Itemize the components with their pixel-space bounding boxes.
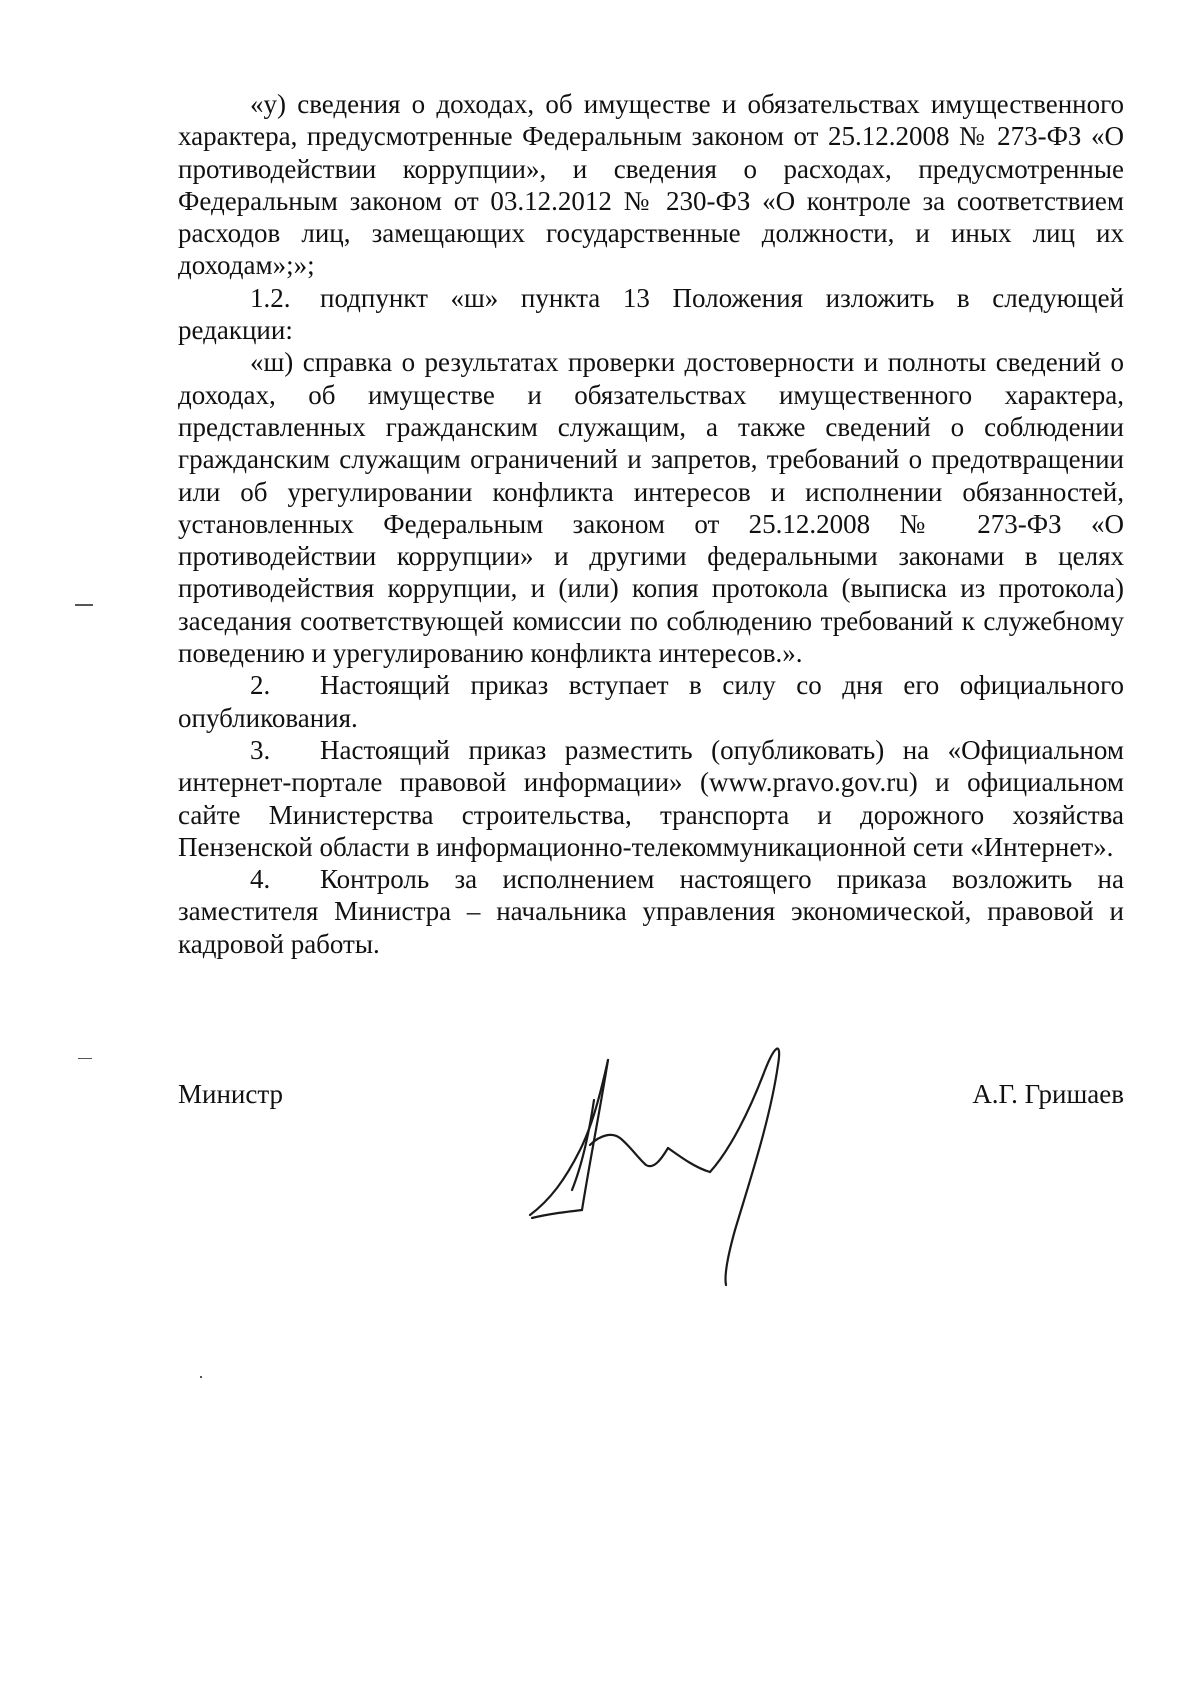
- paragraph-text: Настоящий приказ разместить (опубликовать) на «Официальном интернет-портале правовой информации» (www.pravo.gov.ru) и официальном сайте Министерства строительства, транспорта и дорожного хозяйства Пензенской области в информационно-телекоммуникационной сети «Интернет».: [178, 734, 1124, 862]
- paragraph-subitem-u: [178, 88, 1124, 282]
- paragraph-1-2: [178, 282, 1124, 347]
- handwritten-signature: [520, 1040, 820, 1290]
- scan-mark: [200, 1376, 202, 1378]
- signatory-name: А.Г. Гришаев: [972, 1079, 1124, 1109]
- paragraph-3: [178, 734, 1124, 863]
- paragraph-number: 1.2.: [250, 282, 291, 313]
- paragraph-subitem-sh: [178, 346, 1124, 669]
- signatory-title: Министр: [178, 1079, 283, 1109]
- paragraph-2: [178, 669, 1124, 734]
- paragraph-number: 2.: [250, 670, 271, 701]
- scan-mark: [78, 1058, 92, 1059]
- paragraph-number: 4.: [250, 864, 271, 895]
- paragraph-text: Настоящий приказ вступает в силу со дня его официального опубликования.: [178, 670, 1124, 733]
- paragraph-text: «ш) справка о результатах проверки достоверности и полноты сведений о доходах, об имуществе и обязательствах имущественного характера, представленных гражданским служащим, а также сведений о соблюдении гражданским служащим ограничений и запретов, требований о предотвращении или об урегулировании конфликта интересов и исполнении обязанностей, установленных Федеральным законом от 25.12.2008 № 273-ФЗ «О противодействии коррупции» и другими федеральными законами в целях противодействия коррупции, и (или) копия протокола (выписка из протокола) заседания соответствующей комиссии по соблюдению требований к служебному поведению и урегулированию конфликта интересов.».: [178, 347, 1124, 669]
- paragraph-text: подпункт «ш» пункта 13 Положения изложить в следующей редакции:: [178, 282, 1124, 346]
- paragraph-4: [178, 863, 1124, 960]
- paragraph-text: «у) сведения о доходах, об имуществе и обязательствах имущественного характера, предусмотренные Федеральным законом от 25.12.2008 № 273-ФЗ «О противодействии коррупции», и сведения о расходах, предусмотренные Федеральным законом от 03.12.2012 № 230-ФЗ «О контроле за соответствием расходов лиц, замещающих государственные должности, и иных лиц их доходам»;»;: [178, 89, 1124, 281]
- paragraph-number: 3.: [250, 734, 271, 765]
- paragraph-text: Контроль за исполнением настоящего приказа возложить на заместителя Министра – начальника управления экономической, правовой и кадровой работы.: [178, 864, 1124, 959]
- scan-mark: [75, 604, 93, 606]
- document-body: [178, 88, 1124, 960]
